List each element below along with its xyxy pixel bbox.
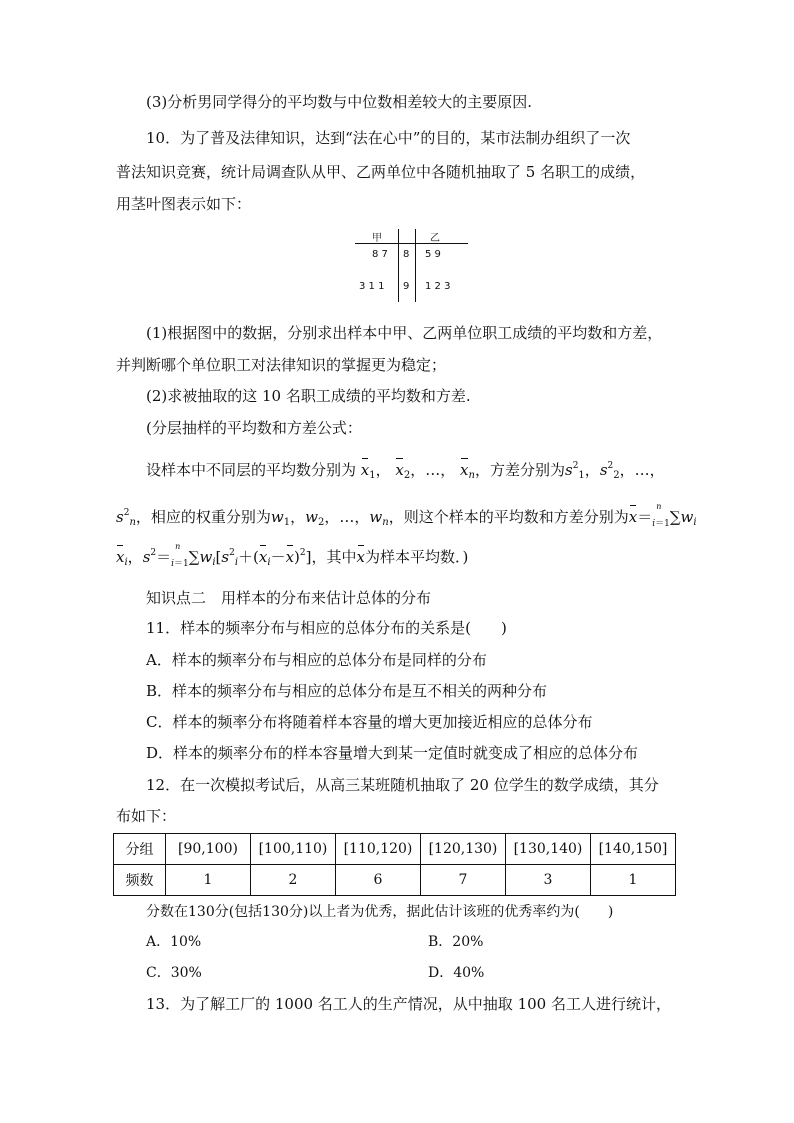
formula-line1-mid: ，方差分别为 [474,461,565,479]
formula-line2: $s^2_n$，相应的权重分别为$w_1$，$w_2$，…，$w_n$，则这个样本的平均数和方差分别为x＝ n $_{i=1}\sum w_i$ [116,502,697,529]
table-cell: [110,120) [336,834,421,865]
q11-option-d[interactable]: D．样本的频率分布的样本容量增大到某一定值时就变成了相应的总体分布 [146,744,639,762]
stem-leaf-row1-stem: 8 [403,249,410,260]
q11-option-a[interactable]: A．样本的频率分布与相应的总体分布是同样的分布 [146,651,487,669]
q12-line1: 12．在一次模拟考试后，从高三某班随机抽取了 20 位学生的数学成绩，其分 [146,776,659,794]
table-cell: 3 [506,865,591,896]
stem-leaf-divider-right [415,229,416,302]
formula-line1-text: 设样本中不同层的平均数分别为 [146,461,357,479]
q13-line1: 13．为了解工厂的 1000 名工人的生产情况，从中抽取 100 名工人进行统计， [146,995,671,1013]
formula-line3: $x_i$，$s^2=$ n $_{i=1}\sum w_i[s^2_i+(x_i-x)^2]$，其中x为样本平均数．) [116,542,469,569]
stem-leaf-row2-right: 1 2 3 [425,281,451,292]
q10-line2: 普法知识竞赛，统计局调查队从甲、乙两单位中各随机抽取了 5 名职工的成绩， [116,163,646,181]
table-cell: 分组 [114,834,166,865]
q11-stem: 11．样本的频率分布与相应的总体分布的关系是( ) [146,619,507,637]
q10-part2: (2)求被抽取的这 10 名职工成绩的平均数和方差. [146,387,471,405]
table-cell: 1 [166,865,251,896]
table-row-header [114,834,676,865]
q12-option-b[interactable]: B．20% [428,934,484,950]
q12-option-c[interactable]: C．30% [146,965,202,981]
section-heading-2: 知识点二 用样本的分布来估计总体的分布 [146,589,432,607]
stem-leaf-left-header: 甲 [372,233,382,244]
table-cell: [130,140) [506,834,591,865]
q9-part3: (3)分析男同学得分的平均数与中位数相差较大的主要原因. [146,93,533,111]
q12-question: 分数在130分(包括130分)以上者为优秀，据此估计该班的优秀率约为( ) [146,904,614,920]
table-cell: [140,150] [591,834,676,865]
q10-line1: 10．为了普及法律知识，达到“法在心中”的目的，某市法制办组织了一次 [146,129,631,147]
q10-line3: 用茎叶图表示如下： [116,195,252,213]
table-cell: 1 [591,865,676,896]
table-cell: [90,100) [166,834,251,865]
q12-option-d[interactable]: D．40% [428,965,485,981]
formula-line2-tail: 则这个样本的平均数和方差分别为 [403,508,629,526]
stem-leaf-row2-stem: 9 [403,281,410,292]
formula-line3-tail: ，其中 [311,548,357,566]
table-row [114,865,676,896]
formula-line2-mid: 相应的权重分别为 [150,508,271,526]
table-cell: 2 [251,865,336,896]
formula-line1: 设样本中不同层的平均数分别为 $x_1$， $x_2$，…， $x_n$，方差分别为$s^2_1$，$s^2_2$，…， [146,461,665,481]
stem-leaf-right-header: 乙 [430,233,440,244]
stem-leaf-divider-left [398,229,399,302]
q11-option-c[interactable]: C．样本的频率分布将随着样本容量的增大更加接近相应的总体分布 [146,713,593,731]
stem-leaf-row2-left: 3 1 1 [359,281,385,292]
table-cell: 频数 [114,865,166,896]
table-cell: [100,110) [251,834,336,865]
table-cell: 7 [421,865,506,896]
q10-part1-line2: 并判断哪个单位职工对法律知识的掌握更为稳定； [116,356,447,374]
q10-part1-line1: (1)根据图中的数据，分别求出样本中甲、乙两单位职工成绩的平均数和方差， [146,324,663,342]
formula-title: (分层抽样的平均数和方差公式： [146,419,362,437]
table-cell: [120,130) [421,834,506,865]
stem-leaf-row1-left: 8 7 [372,249,388,260]
formula-line3-end: 为样本平均数．) [364,548,469,566]
q12-option-a[interactable]: A．10% [146,934,202,950]
stem-leaf-row1-right: 5 9 [425,249,441,260]
frequency-table [113,833,676,896]
q11-option-b[interactable]: B．样本的频率分布与相应的总体分布是互不相关的两种分布 [146,682,548,700]
table-cell: 6 [336,865,421,896]
q12-line2: 布如下： [116,807,177,825]
